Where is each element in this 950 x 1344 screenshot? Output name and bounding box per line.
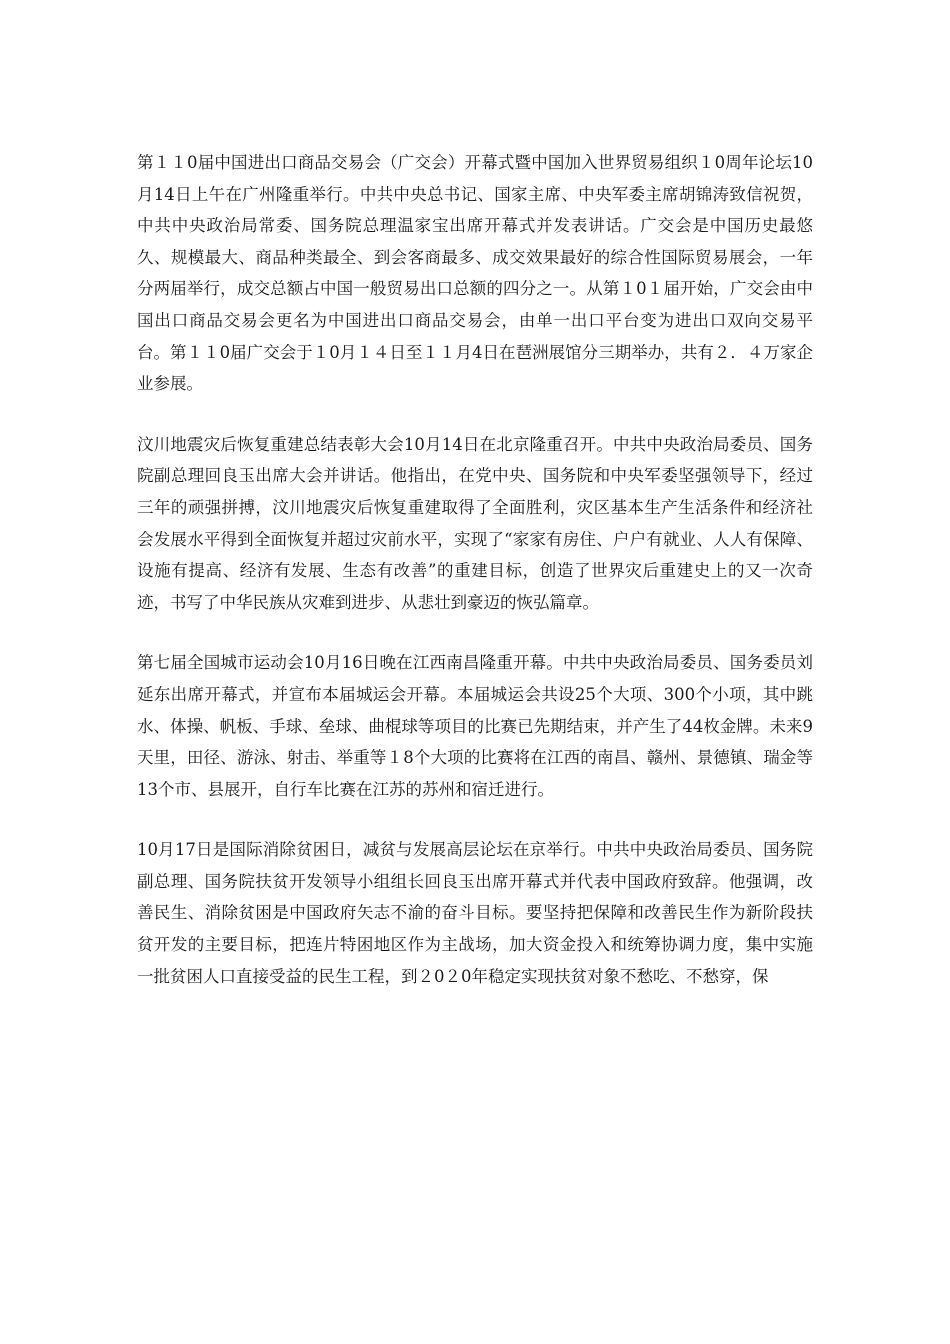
paragraph-poverty-day: 10月17日是国际消除贫困日，减贫与发展高层论坛在京举行。中共中央政治局委员、国务院副总理、国务院扶贫开发领导小组组长回良玉出席开幕式并代表中国政府致辞。他强调，改善民生、消除贫困是中国政府矢志不渝的奋斗目标。要坚持把保障和改善民生作为新阶段扶贫开发的主要目标，把连片特困地区作为主战场，加大资金投入和统筹协调力度，集中实施一批贫困人口直接受益的民生工程，到２0２0年稳定实现扶贫对象不愁吃、不愁穿，保 [137, 840, 813, 986]
paragraph-canton-fair: 第１１0届中国进出口商品交易会（广交会）开幕式暨中国加入世界贸易组织１0周年论坛10月14日上午在广州隆重举行。中共中央总书记、国家主席、中央军委主席胡锦涛致信祝贺，中共中央政治局常委、国务院总理温家宝出席开幕式并发表讲话。广交会是中国历史最悠久、规模最大、商品种类最全、到会客商最多、成交效果最好的综合性国际贸易展会，一年分两届举行，成交总额占中国一般贸易出口总额的四分之一。从第１0１届开始，广交会由中国出口商品交易会更名为中国进出口商品交易会，由单一出口平台变为进出口双向交易平台。第１１0届广交会于１0月１４日至１１月4日在琶洲展馆分三期举办，共有２．４万家企业参展。 [137, 153, 813, 394]
document-body [137, 147, 813, 1021]
paragraph-city-games: 第七届全国城市运动会10月16日晚在江西南昌隆重开幕。中共中央政治局委员、国务委员刘延东出席开幕式，并宣布本届城运会开幕。本届城运会共设25个大项、300个小项，其中跳水、体操、帆板、手球、垒球、曲棍球等项目的比赛已先期结束，并产生了44枚金牌。未来9天里，田径、游泳、射击、举重等１8个大项的比赛将在江西的南昌、赣州、景德镇、瑞金等13个市、县展开，自行车比赛在江苏的苏州和宿迁进行。 [137, 653, 813, 799]
paragraph-wenchuan-reconstruction: 汶川地震灾后恢复重建总结表彰大会10月14日在北京隆重召开。中共中央政治局委员、国务院副总理回良玉出席大会并讲话。他指出，在党中央、国务院和中央军委坚强领导下，经过三年的顽强拼搏，汶川地震灾后恢复重建取得了全面胜利，灾区基本生产生活条件和经济社会发展水平得到全面恢复并超过灾前水平，实现了“家家有房住、户户有就业、人人有保障、设施有提高、经济有发展、生态有改善”的重建目标，创造了世界灾后重建史上的又一次奇迹，书写了中华民族从灾难到进步、从悲壮到豪迈的恢弘篇章。 [137, 434, 813, 612]
